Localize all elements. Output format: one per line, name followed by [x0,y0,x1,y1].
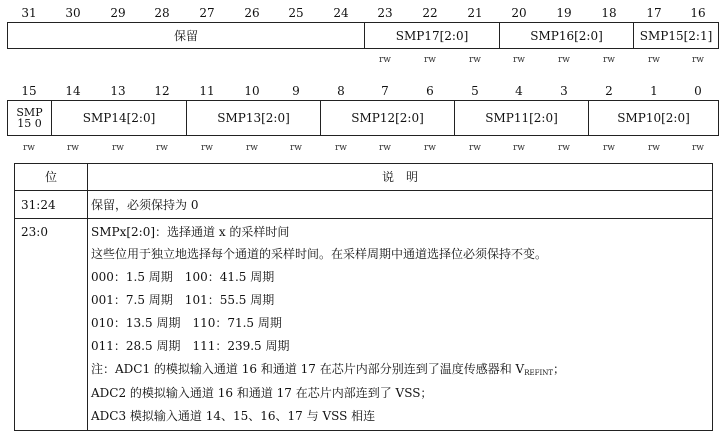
register-row-lower [7,100,719,136]
bit-number: 12 [154,84,170,98]
field-smp14: SMP14[2:0] [52,101,187,135]
row-bits: 31:24 [21,198,56,212]
access-label: rw [602,55,615,65]
desc-line: SMPx[2:0]：选择通道 x 的采样时间 [91,225,290,239]
field-label-line2: 15 0 [17,117,42,130]
field-smp15-low [8,101,52,135]
access-label: rw [423,55,436,65]
bit-number: 8 [337,84,345,98]
access-label: rw [512,143,525,153]
access-label: rw [468,143,481,153]
access-label: rw [111,143,124,153]
access-label: rw [691,143,704,153]
bit-number: 2 [605,84,613,98]
desc-line: 001：7.5 周期 101：55.5 周期 [91,293,275,307]
desc-line: ADC2 的模拟输入通道 16 和通道 17 在芯片内部连到了 VSS； [91,386,433,400]
bit-number: 25 [288,6,304,20]
field-smp13: SMP13[2:0] [187,101,321,135]
access-label: rw [468,55,481,65]
access-label: rw [512,55,525,65]
desc-note-line [91,362,565,380]
bit-number: 18 [601,6,617,20]
access-label: rw [602,143,615,153]
bit-number: 19 [556,6,572,20]
access-label: rw [423,143,436,153]
access-label: rw [691,55,704,65]
bit-number: 28 [154,6,170,20]
bit-number: 16 [690,6,706,20]
desc-line: 011：28.5 周期 111：239.5 周期 [91,339,290,353]
bit-number: 4 [515,84,523,98]
vref-subscript: REFINT [524,369,553,377]
access-label: rw [289,143,302,153]
bit-number: 11 [199,84,215,98]
bit-number: 30 [65,6,81,20]
bit-number: 15 [21,84,37,98]
header-description: 说 明 [381,170,418,184]
bit-number: 0 [694,84,702,98]
bit-number: 24 [333,6,349,20]
bit-number: 17 [646,6,662,20]
register-row-upper [7,22,719,49]
column-divider [87,164,88,430]
access-label: rw [557,55,570,65]
access-label: rw [334,143,347,153]
bit-number: 20 [511,6,527,20]
field-smp12: SMP12[2:0] [321,101,455,135]
bit-number: 5 [471,84,479,98]
access-label: rw [200,143,213,153]
bit-number: 29 [110,6,126,20]
desc-line: 010：13.5 周期 110：71.5 周期 [91,316,282,330]
access-label: rw [378,143,391,153]
bit-number: 7 [381,84,389,98]
bit-number: 10 [244,84,260,98]
row-bits: 23:0 [21,225,48,239]
access-label: rw [647,143,660,153]
bit-number: 6 [426,84,434,98]
access-label: rw [557,143,570,153]
bit-number: 3 [560,84,568,98]
row-text: 保留，必须保持为 0 [91,198,199,212]
access-label: rw [647,55,660,65]
field-smp10: SMP10[2:0] [617,111,690,125]
bit-number: 31 [21,6,37,20]
bit-number: 21 [467,6,483,20]
bit-number: 14 [65,84,81,98]
bit-number: 23 [377,6,393,20]
field-reserved: 保留 [8,23,365,48]
field-smp15-high: SMP15[2:1] [639,28,713,43]
field-label: SMP [16,106,43,119]
description-table [14,163,713,431]
note-tail: ； [553,362,566,376]
header-bit: 位 [44,170,57,184]
desc-line: ADC3 模拟输入通道 14、15、16、17 与 VSS 相连 [91,409,376,423]
access-label: rw [155,143,168,153]
desc-line: 这些位用于独立地选择每个通道的采样时间。在采样周期中通道选择位必须保持不变。 [91,247,548,261]
desc-line: 000：1.5 周期 100：41.5 周期 [91,270,275,284]
bit-number: 1 [650,84,658,98]
bit-number: 27 [199,6,215,20]
field-smp11: SMP11[2:0] [455,101,589,135]
access-label: rw [66,143,79,153]
access-label: rw [22,143,35,153]
bit-number: 22 [422,6,438,20]
bit-number: 26 [244,6,260,20]
bit-number: 13 [110,84,126,98]
access-label: rw [378,55,391,65]
bit-number: 9 [292,84,300,98]
field-smp16: SMP16[2:0] [500,23,634,48]
note-text: 注：ADC1 的模拟输入通道 16 和通道 17 在芯片内部分别连到了温度传感器和 V [91,362,525,376]
access-label: rw [245,143,258,153]
field-smp17: SMP17[2:0] [365,23,500,48]
